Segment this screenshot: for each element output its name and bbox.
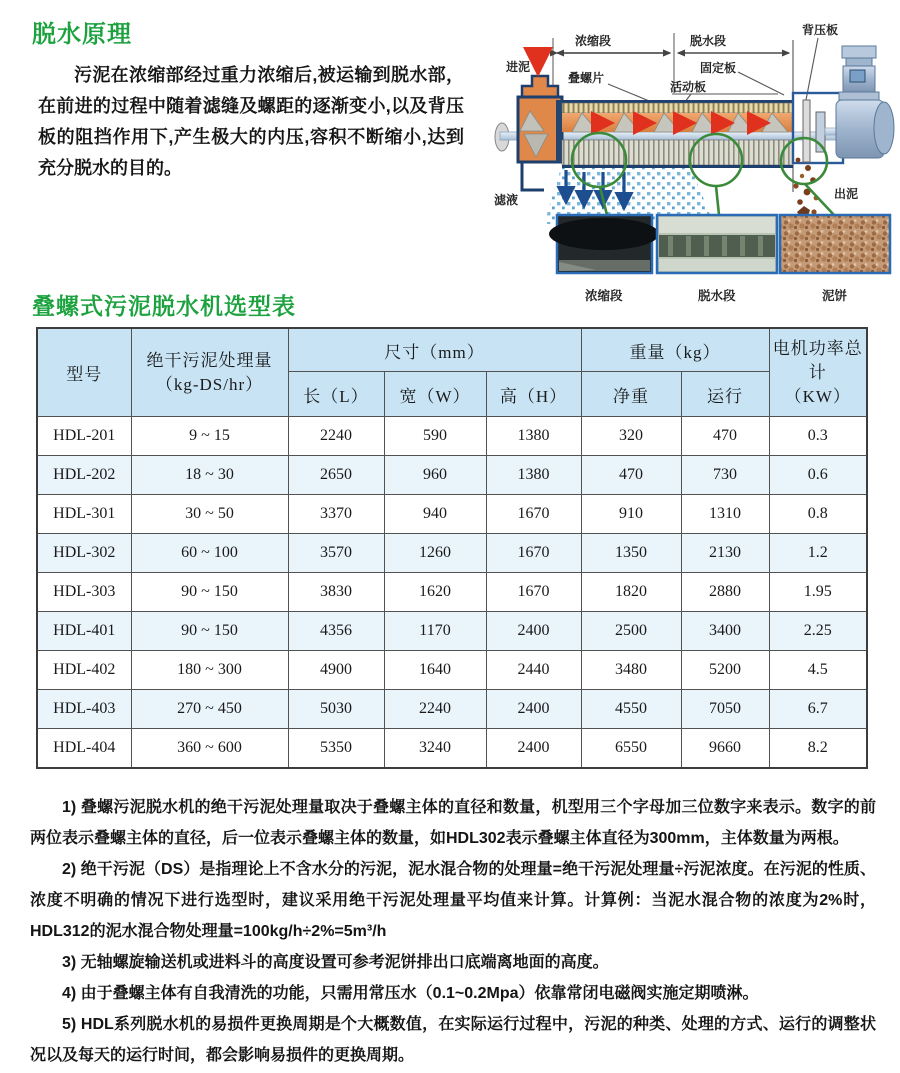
col-operating-weight: 运行 xyxy=(681,372,769,417)
cell-capacity: 360 ~ 600 xyxy=(131,729,288,769)
table-row xyxy=(37,612,867,651)
cell-power: 6.7 xyxy=(769,690,867,729)
note-paragraph: 5) HDL系列脱水机的易损件更换周期是个大概数值，在实际运行过程中，污泥的种类、处理的方式、运行的调整状况以及每天的运行时间，都会影响易损件的更换周期。 xyxy=(30,1016,876,1064)
cell-width: 2240 xyxy=(384,690,486,729)
cell-height: 1380 xyxy=(486,456,581,495)
cell-height: 2400 xyxy=(486,612,581,651)
cell-height: 1670 xyxy=(486,573,581,612)
label-movable-plate: 活动板 xyxy=(670,80,707,94)
cell-length: 2240 xyxy=(288,417,384,456)
label-dewatering-section: 脱水段 xyxy=(690,34,727,48)
table-row xyxy=(37,456,867,495)
cell-run: 9660 xyxy=(681,729,769,769)
cell-length: 5030 xyxy=(288,690,384,729)
back-pressure-plate-shape xyxy=(803,100,810,162)
cell-capacity: 90 ~ 150 xyxy=(131,612,288,651)
cell-width: 1640 xyxy=(384,651,486,690)
cell-model: HDL-302 xyxy=(37,534,131,573)
cell-power: 1.2 xyxy=(769,534,867,573)
cell-net: 6550 xyxy=(581,729,681,769)
photo-caption-mudcake: 泥饼 xyxy=(822,289,848,303)
photo-dewatering-section xyxy=(657,215,777,273)
col-width: 宽（W） xyxy=(384,372,486,417)
cell-capacity: 18 ~ 30 xyxy=(131,456,288,495)
cell-width: 1620 xyxy=(384,573,486,612)
cell-length: 3830 xyxy=(288,573,384,612)
cell-net: 470 xyxy=(581,456,681,495)
cell-net: 910 xyxy=(581,495,681,534)
note-paragraph: 2) 绝干污泥（DS）是指理论上不含水分的污泥，泥水混合物的处理量=绝干污泥处理量÷污泥浓度。在污泥的性质、浓度不明确的情况下进行选型时，建议采用绝干污泥处理量平均值来计算。计算例：当泥水混合物的浓度为2%时，HDL312的泥水混合物处理量=100kg/h÷2%=5m³/h xyxy=(30,861,876,940)
note-paragraph: 4) 由于叠螺主体有自我清洗的功能，只需用常压水（0.1~0.2Mpa）依靠常闭电磁阀实施定期喷淋。 xyxy=(62,985,759,1002)
cell-run: 470 xyxy=(681,417,769,456)
cell-power: 1.95 xyxy=(769,573,867,612)
col-height: 高（H） xyxy=(486,372,581,417)
cell-model: HDL-404 xyxy=(37,729,131,769)
col-capacity-line2: （kg-DS/hr） xyxy=(155,374,264,394)
principle-paragraph: 污泥在浓缩部经过重力浓缩后,被运输到脱水部，在前进的过程中随着滤缝及螺距的逐渐变小,以及背压板的阻挡作用下,产生极大的内压,容积不断缩小,达到充分脱水的目的。 xyxy=(38,65,464,178)
cell-width: 960 xyxy=(384,456,486,495)
col-power-line2: （KW） xyxy=(784,386,851,406)
table-row xyxy=(37,534,867,573)
cell-length: 3570 xyxy=(288,534,384,573)
cell-run: 3400 xyxy=(681,612,769,651)
page-title: 脱水原理 xyxy=(32,21,132,48)
cell-length: 3370 xyxy=(288,495,384,534)
col-weight: 重量（kg） xyxy=(581,328,769,372)
cell-width: 590 xyxy=(384,417,486,456)
cell-run: 7050 xyxy=(681,690,769,729)
cell-run: 2130 xyxy=(681,534,769,573)
cell-net: 1820 xyxy=(581,573,681,612)
cell-power: 0.3 xyxy=(769,417,867,456)
note-paragraph: 3) 无轴螺旋输送机或进料斗的高度设置可参考泥饼排出口底端离地面的高度。 xyxy=(62,954,609,971)
col-power xyxy=(769,328,867,417)
cell-power: 0.8 xyxy=(769,495,867,534)
cell-model: HDL-402 xyxy=(37,651,131,690)
table-title: 叠螺式污泥脱水机选型表 xyxy=(32,293,296,319)
cell-power: 4.5 xyxy=(769,651,867,690)
cell-model: HDL-303 xyxy=(37,573,131,612)
cell-length: 5350 xyxy=(288,729,384,769)
cell-width: 1170 xyxy=(384,612,486,651)
spec-table xyxy=(36,327,868,769)
cell-capacity: 30 ~ 50 xyxy=(131,495,288,534)
cell-width: 1260 xyxy=(384,534,486,573)
cell-model: HDL-202 xyxy=(37,456,131,495)
cell-width: 3240 xyxy=(384,729,486,769)
cell-height: 2440 xyxy=(486,651,581,690)
col-capacity-line1: 绝干污泥处理量 xyxy=(146,350,273,370)
note-paragraph: 1) 叠螺污泥脱水机的绝干污泥处理量取决于叠螺主体的直径和数量，机型用三个字母加三位数字来表示。数字的前两位表示叠螺主体的直径，后一位表示叠螺主体的数量，如HDL302表示叠螺主体直径为300mm，主体数量为两根。 xyxy=(30,799,876,847)
cell-model: HDL-401 xyxy=(37,612,131,651)
cell-capacity: 90 ~ 150 xyxy=(131,573,288,612)
cell-length: 4356 xyxy=(288,612,384,651)
cell-height: 2400 xyxy=(486,690,581,729)
cell-net: 320 xyxy=(581,417,681,456)
label-sludge-outlet: 出泥 xyxy=(834,187,859,201)
cell-length: 2650 xyxy=(288,456,384,495)
cell-power: 0.6 xyxy=(769,456,867,495)
col-model: 型号 xyxy=(37,328,131,417)
col-length: 长（L） xyxy=(288,372,384,417)
machine-illustration xyxy=(486,10,896,310)
cell-run: 2880 xyxy=(681,573,769,612)
label-back-pressure-plate: 背压板 xyxy=(802,23,839,37)
cell-model: HDL-403 xyxy=(37,690,131,729)
photo-caption-thickening: 浓缩段 xyxy=(585,289,623,303)
table-row xyxy=(37,417,867,456)
label-sludge-inlet: 进泥 xyxy=(506,60,531,74)
photo-thickening-section xyxy=(549,215,659,273)
spec-table-header xyxy=(37,328,867,417)
spec-table-body xyxy=(37,417,867,769)
notes xyxy=(30,792,876,1071)
table-row xyxy=(37,495,867,534)
cell-model: HDL-301 xyxy=(37,495,131,534)
cell-width: 940 xyxy=(384,495,486,534)
cell-capacity: 60 ~ 100 xyxy=(131,534,288,573)
label-fixed-plate: 固定板 xyxy=(700,61,737,75)
table-row xyxy=(37,573,867,612)
cell-run: 1310 xyxy=(681,495,769,534)
cell-net: 1350 xyxy=(581,534,681,573)
cell-length: 4900 xyxy=(288,651,384,690)
cell-net: 3480 xyxy=(581,651,681,690)
cell-capacity: 180 ~ 300 xyxy=(131,651,288,690)
cell-power: 8.2 xyxy=(769,729,867,769)
cell-net: 2500 xyxy=(581,612,681,651)
cell-height: 1670 xyxy=(486,534,581,573)
cell-capacity: 9 ~ 15 xyxy=(131,417,288,456)
cell-height: 1670 xyxy=(486,495,581,534)
col-dimensions: 尺寸（mm） xyxy=(288,328,581,372)
table-row xyxy=(37,729,867,769)
label-screw-plate: 叠螺片 xyxy=(568,71,605,85)
col-capacity xyxy=(131,328,288,417)
table-row xyxy=(37,690,867,729)
photo-mud-cake xyxy=(780,215,890,273)
machine-diagram xyxy=(486,10,896,310)
sludge-cake-particles xyxy=(793,158,818,218)
cell-capacity: 270 ~ 450 xyxy=(131,690,288,729)
cell-net: 4550 xyxy=(581,690,681,729)
col-net-weight: 净重 xyxy=(581,372,681,417)
cell-run: 730 xyxy=(681,456,769,495)
cell-model: HDL-201 xyxy=(37,417,131,456)
photo-caption-dewatering: 脱水段 xyxy=(698,289,736,303)
cell-power: 2.25 xyxy=(769,612,867,651)
cell-height: 2400 xyxy=(486,729,581,769)
col-power-line1: 电机功率总计 xyxy=(772,338,863,382)
cell-run: 5200 xyxy=(681,651,769,690)
cell-height: 1380 xyxy=(486,417,581,456)
label-filtrate: 滤液 xyxy=(494,193,519,207)
label-thickening-section: 浓缩段 xyxy=(575,34,612,48)
table-row xyxy=(37,651,867,690)
